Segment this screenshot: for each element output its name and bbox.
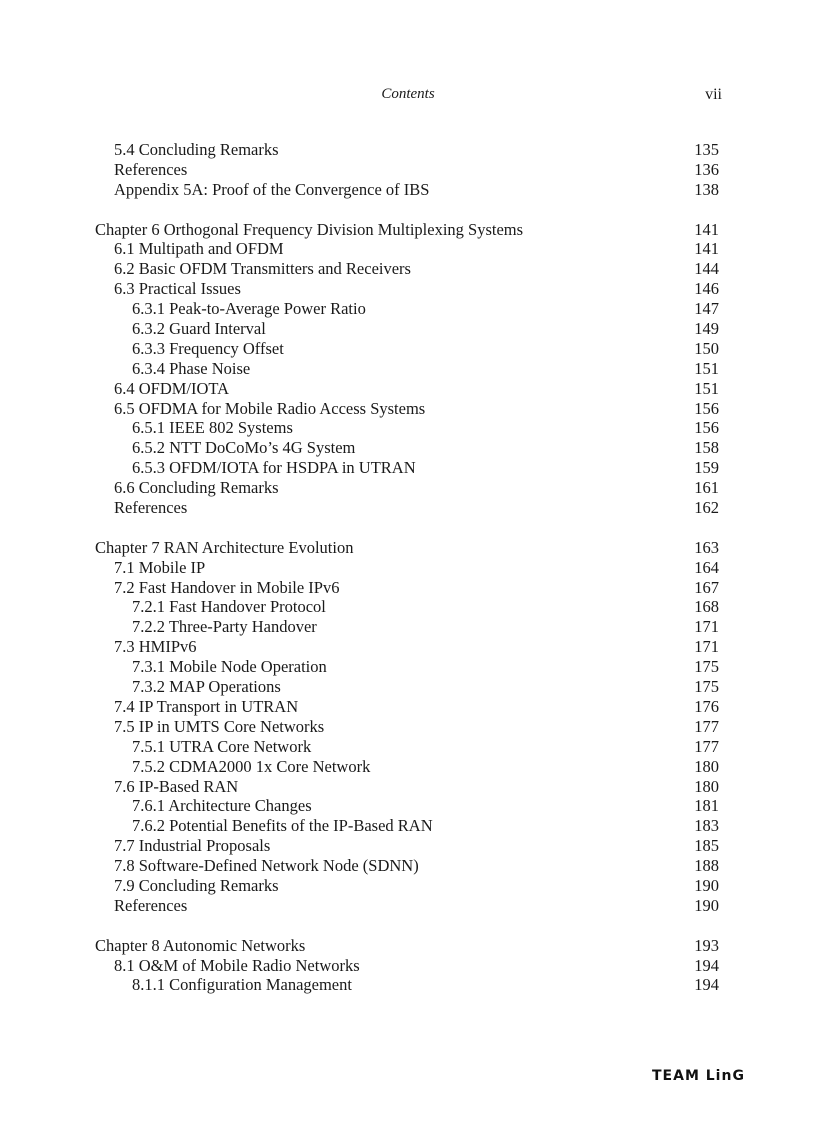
toc-entry: [0, 697, 816, 717]
toc-entry: [0, 259, 816, 279]
toc-entry-title: 6.6 Concluding Remarks: [114, 478, 279, 498]
toc-entry-title: 7.6.2 Potential Benefits of the IP-Based RAN: [132, 816, 433, 836]
toc-entry-page: 150: [694, 338, 719, 358]
toc-entry-page: 158: [694, 438, 719, 458]
toc-entry: [0, 558, 816, 578]
toc-entry-page: 180: [694, 756, 719, 776]
toc-entry: [0, 160, 816, 180]
toc-entry: [0, 438, 816, 458]
toc-entry-title: 6.3.4 Phase Noise: [132, 358, 251, 378]
toc-entry-title: 6.2 Basic OFDM Transmitters and Receivers: [114, 259, 411, 279]
toc-entry-title: 7.2 Fast Handover in Mobile IPv6: [114, 577, 340, 597]
toc-entry-page: 188: [694, 856, 719, 876]
toc-entry: [0, 617, 816, 637]
toc-entry: [0, 458, 816, 478]
toc-entry-page: 162: [694, 498, 719, 518]
toc-entry: [0, 597, 816, 617]
toc-entry-title: References: [114, 159, 188, 179]
toc-entry: [0, 777, 816, 797]
toc-entry-page: 147: [694, 299, 719, 319]
toc-entry-page: 156: [694, 398, 719, 418]
toc-entry-title: References: [114, 895, 188, 915]
toc-entry-title: 7.3 HMIPv6: [114, 637, 197, 657]
toc-entry-page: 190: [694, 895, 719, 915]
toc-entry-page: 177: [694, 736, 719, 756]
running-header-title: Contents: [381, 86, 435, 102]
toc-entry-title: References: [114, 498, 188, 518]
toc-entry-page: 183: [694, 816, 719, 836]
toc-entry-page: 168: [694, 597, 719, 617]
toc-entry-page: 151: [694, 378, 719, 398]
toc-entry: [0, 299, 816, 319]
toc-entry-page: 180: [694, 776, 719, 796]
toc-entry-title: 7.5 IP in UMTS Core Networks: [114, 716, 325, 736]
toc-entry-page: 167: [694, 577, 719, 597]
toc-entry-title: 5.4 Concluding Remarks: [114, 140, 279, 159]
toc-entry-title: Chapter 6 Orthogonal Frequency Division Multiplexing Systems: [95, 219, 524, 239]
toc-entry-title: 7.7 Industrial Proposals: [114, 836, 271, 856]
toc-entry: [0, 796, 816, 816]
toc-entry-page: 138: [694, 179, 719, 199]
toc-entry-title: 7.5.2 CDMA2000 1x Core Network: [132, 756, 371, 776]
toc-entry-title: Chapter 7 RAN Architecture Evolution: [95, 537, 354, 557]
toc-entry-title: 7.6.1 Architecture Changes: [132, 796, 312, 816]
toc-entry-title: 7.6 IP-Based RAN: [114, 776, 239, 796]
toc-entry: [0, 816, 816, 836]
toc-entry: [0, 239, 816, 259]
toc-entry-title: 6.3.3 Frequency Offset: [132, 338, 284, 358]
toc-entry-page: 164: [694, 557, 719, 577]
toc-entry: [0, 319, 816, 339]
toc-entry-title: 7.3.2 MAP Operations: [132, 677, 281, 697]
toc-entry-title: 6.3.2 Guard Interval: [132, 319, 266, 339]
toc-entry-title: 6.5 OFDMA for Mobile Radio Access Systems: [114, 398, 426, 418]
toc-entry-page: 149: [694, 319, 719, 339]
toc-entry-title: Chapter 8 Autonomic Networks: [95, 935, 306, 955]
running-header: [0, 86, 816, 108]
toc-entry: [0, 498, 816, 518]
table-of-contents: [0, 140, 816, 995]
toc-entry-title: 7.3.1 Mobile Node Operation: [132, 657, 327, 677]
toc-entry-page: 135: [694, 140, 719, 159]
toc-entry-page: 136: [694, 159, 719, 179]
toc-entry-title: 7.5.1 UTRA Core Network: [132, 736, 312, 756]
toc-entry: [0, 836, 816, 856]
toc-entry-page: 193: [694, 935, 719, 955]
toc-entry: [0, 140, 816, 160]
toc-entry-title: 6.5.2 NTT DoCoMo’s 4G System: [132, 438, 356, 458]
toc-entry-page: 181: [694, 796, 719, 816]
toc-entry-title: 6.5.3 OFDM/IOTA for HSDPA in UTRAN: [132, 458, 416, 478]
toc-entry-page: 185: [694, 836, 719, 856]
toc-entry-page: 144: [694, 259, 719, 279]
toc-entry: [0, 339, 816, 359]
toc-entry-page: 159: [694, 458, 719, 478]
toc-entry: [0, 399, 816, 419]
toc-entry-title: 7.4 IP Transport in UTRAN: [114, 696, 299, 716]
toc-entry-title: 6.3.1 Peak-to-Average Power Ratio: [132, 299, 366, 319]
toc-entry-page: 161: [694, 478, 719, 498]
toc-entry: [0, 379, 816, 399]
toc-entry-page: 176: [694, 696, 719, 716]
toc-entry: [0, 657, 816, 677]
toc-entry-page: 171: [694, 637, 719, 657]
toc-entry: [0, 737, 816, 757]
toc-entry: [0, 478, 816, 498]
toc-entry-title: 7.8 Software-Defined Network Node (SDNN): [114, 856, 419, 876]
toc-entry-page: 141: [694, 239, 719, 259]
toc-entry-page: 163: [694, 537, 719, 557]
toc-entry-title: 7.9 Concluding Remarks: [114, 875, 279, 895]
toc-entry-page: 171: [694, 617, 719, 637]
toc-entry: [0, 896, 816, 916]
toc-entry-page: 146: [694, 279, 719, 299]
toc-entry: [0, 578, 816, 598]
page-number: vii: [705, 86, 722, 103]
toc-entry-title: 7.2.1 Fast Handover Protocol: [132, 597, 326, 617]
toc-chapter-entry: [0, 936, 816, 956]
toc-entry: [0, 956, 816, 976]
toc-entry-title: 6.5.1 IEEE 802 Systems: [132, 418, 293, 438]
toc-entry-page: 175: [694, 677, 719, 697]
toc-entry: [0, 359, 816, 379]
toc-chapter-entry: [0, 538, 816, 558]
toc-entry: [0, 677, 816, 697]
toc-entry-title: 7.1 Mobile IP: [114, 557, 206, 577]
toc-entry-title: 6.3 Practical Issues: [114, 279, 241, 299]
toc-entry-page: 151: [694, 358, 719, 378]
toc-entry: [0, 757, 816, 777]
toc-entry: [0, 180, 816, 200]
toc-entry-page: 156: [694, 418, 719, 438]
toc-entry-title: 8.1 O&M of Mobile Radio Networks: [114, 955, 360, 975]
toc-entry-page: 177: [694, 716, 719, 736]
toc-entry: [0, 717, 816, 737]
toc-entry: [0, 856, 816, 876]
toc-chapter-entry: [0, 220, 816, 240]
toc-entry: [0, 418, 816, 438]
toc-entry-title: 6.1 Multipath and OFDM: [114, 239, 284, 259]
toc-entry-title: 6.4 OFDM/IOTA: [114, 378, 230, 398]
toc-entry: [0, 637, 816, 657]
toc-entry-title: 7.2.2 Three-Party Handover: [132, 617, 317, 637]
toc-entry-page: 194: [694, 975, 719, 995]
toc-entry: [0, 876, 816, 896]
toc-entry: [0, 975, 816, 995]
toc-entry-title: 8.1.1 Configuration Management: [132, 975, 352, 995]
toc-entry-page: 194: [694, 955, 719, 975]
team-ling-watermark: TEAM LinG: [652, 1068, 745, 1084]
toc-entry-page: 190: [694, 875, 719, 895]
toc-entry-page: 175: [694, 657, 719, 677]
toc-entry-page: 141: [694, 219, 719, 239]
toc-entry: [0, 279, 816, 299]
toc-entry-title: Appendix 5A: Proof of the Convergence of IBS: [114, 179, 430, 199]
